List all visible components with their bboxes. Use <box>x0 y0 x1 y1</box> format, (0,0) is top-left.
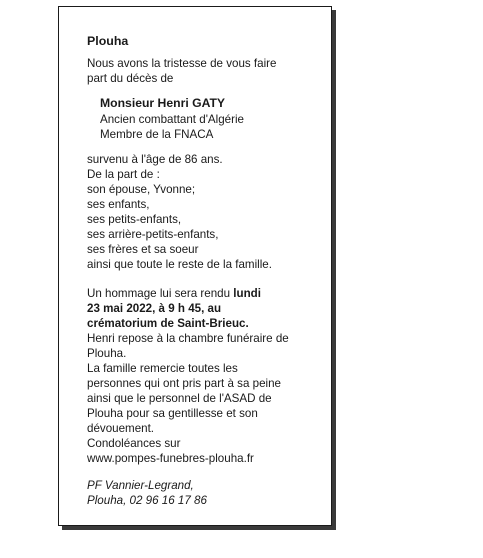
closing-line: Plouha pour sa gentillesse et son <box>87 407 258 420</box>
family-line: son épouse, Yvonne; <box>87 183 196 196</box>
signature-line: Plouha, 02 96 16 17 86 <box>87 494 207 507</box>
ceremony-place: crématorium de Saint-Brieuc. <box>87 317 249 330</box>
deceased-name: Monsieur Henri GATY <box>100 96 226 110</box>
closing-line: Henri repose à la chambre funéraire de <box>87 332 289 345</box>
family-line: survenu à l'âge de 86 ans. <box>87 153 223 166</box>
closing-line: ainsi que le personnel de l'ASAD de <box>87 392 272 405</box>
deceased-title: Ancien combattant d'Algérie <box>100 113 244 126</box>
funeral-website: www.pompes-funebres-plouha.fr <box>87 452 254 465</box>
funeral-home-signature <box>87 478 331 508</box>
signature-line: PF Vannier-Legrand, <box>87 479 194 492</box>
intro-text <box>87 56 331 86</box>
ceremony-prefix: Un hommage lui sera rendu <box>87 287 234 300</box>
family-line: ses enfants, <box>87 198 150 211</box>
family-line: De la part de : <box>87 168 160 181</box>
family-line: ses frères et sa soeur <box>87 243 199 256</box>
town-heading: Plouha <box>87 34 129 48</box>
ceremony-day: lundi <box>233 287 261 300</box>
intro-line: part du décès de <box>87 72 174 85</box>
family-line: ses arrière-petits-enfants, <box>87 228 219 241</box>
ceremony-line <box>87 286 331 301</box>
ceremony-date: 23 mai 2022, à 9 h 45, au <box>87 302 222 315</box>
family-list <box>87 152 331 272</box>
obituary-notice <box>58 6 332 526</box>
family-line: ainsi que toute le reste de la famille. <box>87 258 272 271</box>
ceremony-info <box>87 286 331 331</box>
closing-line: personnes qui ont pris part à sa peine <box>87 377 281 390</box>
deceased-title: Membre de la FNACA <box>100 128 214 141</box>
deceased-block <box>87 96 331 142</box>
closing-line: Plouha. <box>87 347 127 360</box>
intro-line: Nous avons la tristesse de vous faire <box>87 57 277 70</box>
closing-line: La famille remercie toutes les <box>87 362 238 375</box>
family-line: ses petits-enfants, <box>87 213 182 226</box>
closing-line: Condoléances sur <box>87 437 181 450</box>
closing-line: dévouement. <box>87 422 155 435</box>
closing-text <box>87 331 331 466</box>
